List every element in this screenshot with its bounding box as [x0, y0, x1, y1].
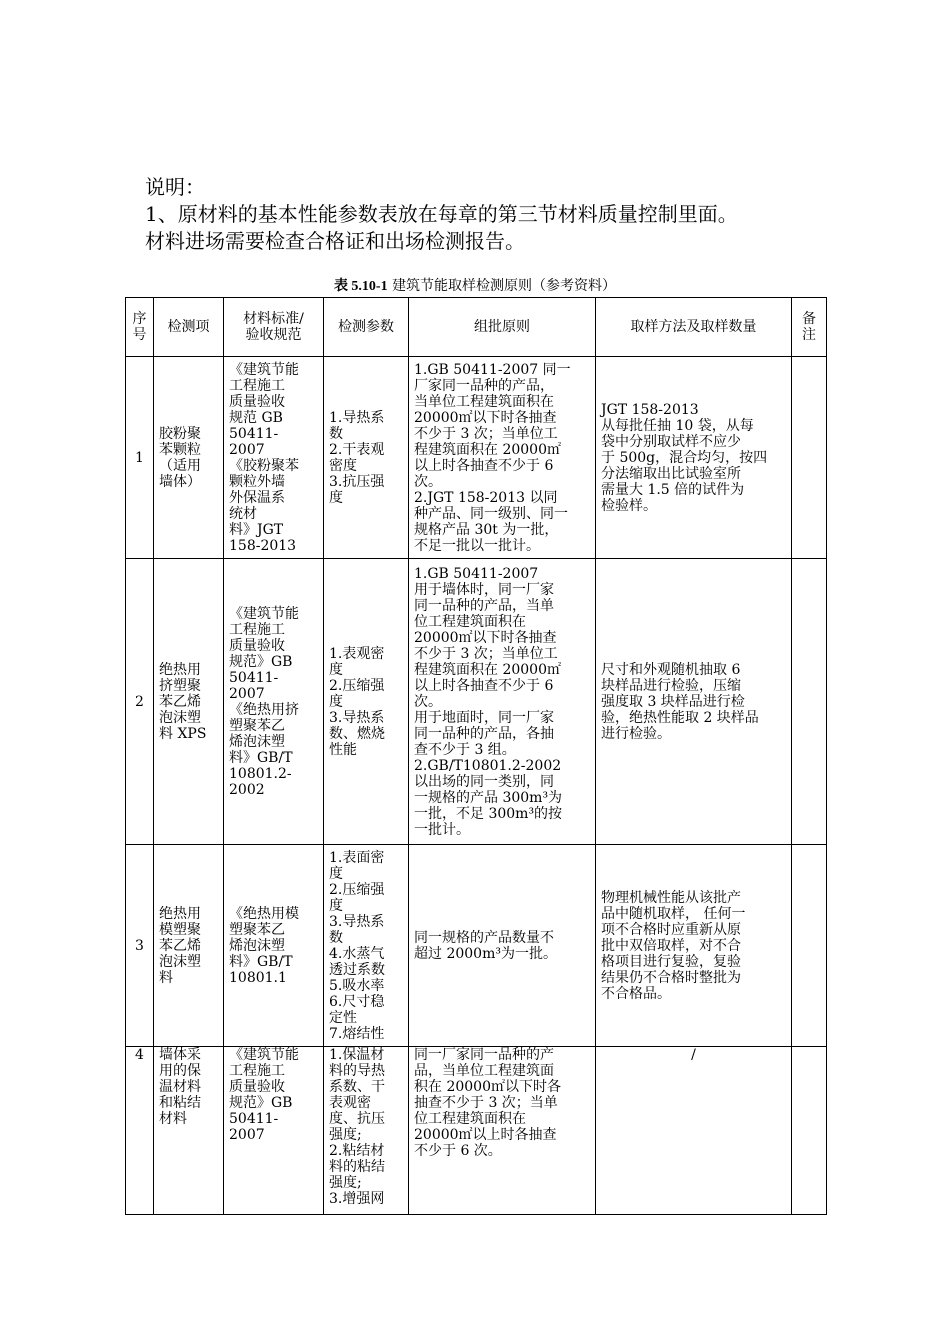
- cell-standard: 《绝热用模 塑聚苯乙 烯泡沫塑 料》GB/T 10801.1: [224, 845, 324, 1047]
- cell-no: 2: [126, 559, 154, 845]
- cell-standard: 《建筑节能 工程施工 质量验收 规范 GB 50411- 2007 《胶粉聚苯 颗粒外墙 外保温系 统材 料》JGT 158-2013: [224, 357, 324, 559]
- intro-heading: 说明：: [145, 175, 205, 199]
- cell-params: 1.表面密 度 2.压缩强 度 3.导热系 数 4.水蒸气 透过系数 5.吸水率 6.尺寸稳 定性 7.熔结性: [324, 845, 409, 1047]
- cell-sampling: JGT 158-2013 从每批任抽 10 袋，从每 袋中分别取试样不应少 于 500g，混合均匀，按四 分法缩取出比试验室所 需量大 1.5 倍的试件为 检验样。: [596, 357, 792, 559]
- cell-no: 1: [126, 357, 154, 559]
- cell-sampling: 尺寸和外观随机抽取 6 块样品进行检验，压缩 强度取 3 块样品进行检 验，绝热性能取 2 块样品 进行检验。: [596, 559, 792, 845]
- cell-params: 1.表观密 度 2.压缩强 度 3.导热系 数、燃烧 性能: [324, 559, 409, 845]
- table-row: [126, 845, 827, 1047]
- table-number: 表 5.10-1: [333, 279, 388, 294]
- cell-params: 1.保温材 料的导热 系数、干 表观密 度、抗压 强度; 2.粘结材 料的粘结 强度; 3.增强网: [324, 1047, 409, 1215]
- header-sampling: 取样方法及取样数量: [596, 298, 792, 357]
- header-params: 检测参数: [324, 298, 409, 357]
- cell-sampling: 物理机械性能从该批产 品中随机取样， 任何一 项不合格时应重新从原 批中双倍取样，对不合 格项目进行复验，复验 结果仍不合格时整批为 不合格品。: [596, 845, 792, 1047]
- cell-batch: 1.GB 50411-2007 同一 厂家同一品种的产品， 当单位工程建筑面积在 20000㎡以下时各抽查 不少于 3 次；当单位工 程建筑面积在 20000㎡ 以上时各抽查不少于 6 次。 2.JGT 158-2013 以同 种产品、同一级别、同一 规格产品 30t 为一批， 不足一批以一批计。: [409, 357, 596, 559]
- sampling-table: [125, 297, 827, 1215]
- header-remark: 备 注: [792, 298, 827, 357]
- intro-notes: [145, 174, 845, 255]
- header-no: 序 号: [126, 298, 154, 357]
- cell-item: 胶粉聚 苯颗粒 （适用 墙体）: [154, 357, 224, 559]
- cell-remark: [792, 1047, 827, 1215]
- header-standard: 材料标准/ 验收规范: [224, 298, 324, 357]
- cell-standard: 《建筑节能 工程施工 质量验收 规范》GB 50411- 2007 《绝热用挤 塑聚苯乙 烯泡沫塑 料》GB/T 10801.2- 2002: [224, 559, 324, 845]
- table-row: [126, 357, 827, 559]
- cell-standard: 《建筑节能 工程施工 质量验收 规范》GB 50411- 2007: [224, 1047, 324, 1215]
- cell-no: 4: [126, 1047, 154, 1215]
- cell-no: 3: [126, 845, 154, 1047]
- table-title: 建筑节能取样检测原则（参考资料）: [392, 278, 617, 294]
- intro-note-2: 材料进场需要检查合格证和出场检测报告。: [145, 229, 525, 253]
- table-caption: [0, 275, 950, 295]
- cell-sampling: /: [596, 1047, 792, 1215]
- cell-item: 绝热用 模塑聚 苯乙烯 泡沫塑 料: [154, 845, 224, 1047]
- cell-remark: [792, 559, 827, 845]
- table-row: [126, 559, 827, 845]
- cell-item: 绝热用 挤塑聚 苯乙烯 泡沫塑 料 XPS: [154, 559, 224, 845]
- cell-remark: [792, 357, 827, 559]
- intro-note-1: 1、原材料的基本性能参数表放在每章的第三节材料质量控制里面。: [145, 202, 738, 226]
- cell-params: 1.导热系 数 2.干表观 密度 3.抗压强 度: [324, 357, 409, 559]
- table-row: [126, 1047, 827, 1215]
- header-item: 检测项: [154, 298, 224, 357]
- cell-batch: 1.GB 50411-2007 用于墙体时，同一厂家 同一品种的产品，当单 位工程建筑面积在 20000㎡以下时各抽查 不少于 3 次；当单位工 程建筑面积在 20000㎡ 以上时各抽查不少于 6 次。 用于地面时，同一厂家 同一品种的产品，各抽 查不少于 3 组。 2.GB/T10801.2-2002 以出场的同一类别，同 一规格的产品 300m³为 一批，不足 300m³的按 一批计。: [409, 559, 596, 845]
- cell-remark: [792, 845, 827, 1047]
- cell-batch: 同一规格的产品数量不 超过 2000m³为一批。: [409, 845, 596, 1047]
- header-batch: 组批原则: [409, 298, 596, 357]
- table-header-row: [126, 298, 827, 357]
- cell-batch: 同一厂家同一品种的产 品，当单位工程建筑面 积在 20000㎡以下时各 抽查不少于 3 次；当单 位工程建筑面积在 20000㎡以上时各抽查 不少于 6 次。: [409, 1047, 596, 1215]
- cell-item: 墙体采 用的保 温材料 和粘结 材料: [154, 1047, 224, 1215]
